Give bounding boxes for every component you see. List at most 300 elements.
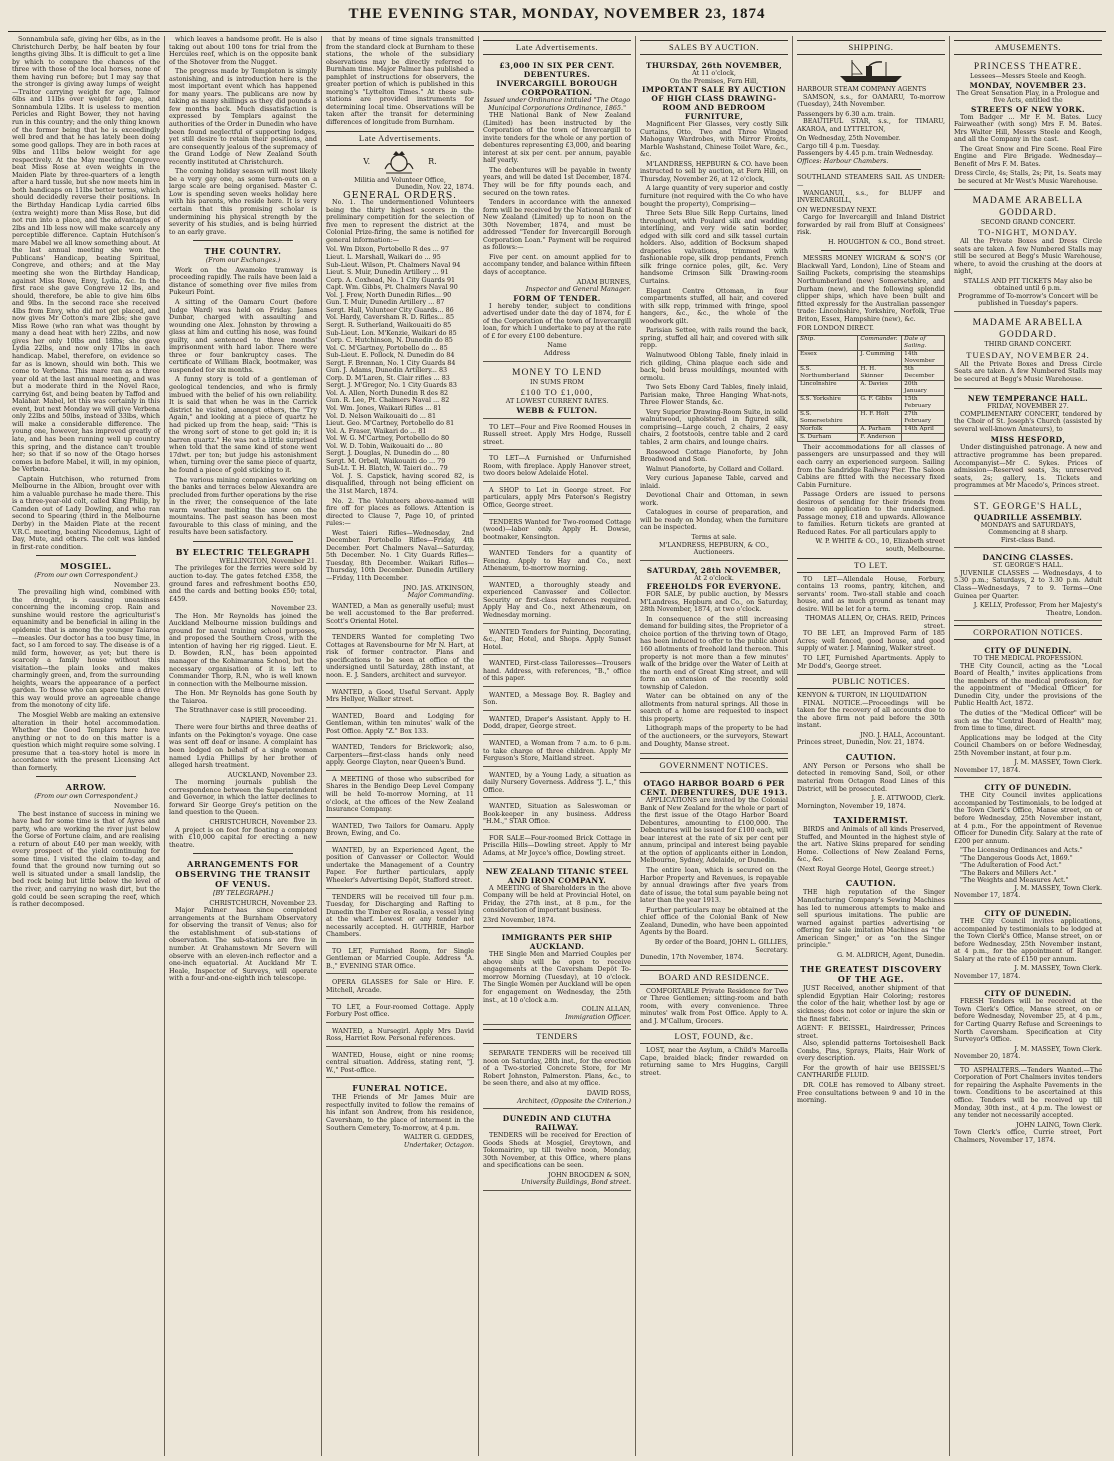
signature-role: Immigration Officer. xyxy=(565,1012,631,1021)
ad-prices: Dress Circle, 4s; Stalls, 2s; Pit, 1s. Seats may be secured at Mr West's Music Warehouse. xyxy=(954,169,1102,186)
acts-list xyxy=(954,847,1102,885)
ad-text: Walnut Pianoforte, by Collard and Collard. xyxy=(646,464,784,473)
ad-subtitle: Lessees—Messrs Steele and Keogh. xyxy=(970,72,1086,80)
ad-subtitle: Issued under Ordinance intituled "The Otago Municipal Corporations Ordinance, 1865." xyxy=(483,96,631,112)
score-row: Vol. Hardy, Caversham R. D. Rifles... 85 xyxy=(326,313,455,322)
table-cell xyxy=(902,433,945,441)
score-row: Lieut. Geo. M'Cartney, Portobello do 81 xyxy=(326,419,455,428)
score-row: Gun. J. Adams, Dunedin Artillery... 83 xyxy=(326,366,448,375)
temperance-hall-ad xyxy=(954,391,1102,495)
list-item: "The Bakers and Millers Act." xyxy=(960,868,1057,877)
ad-title: NEW ZEALAND TITANIC STEEL AND IRON COMPANY. xyxy=(485,866,629,885)
dateline: November 23. xyxy=(113,580,160,589)
classified-ads xyxy=(326,600,474,1079)
section-heading: THE GREATEST DISCOVERY OF THE AGE. xyxy=(800,964,942,985)
table-cell: Norfolk xyxy=(798,425,858,433)
score-row: Corp. C. Hutchinson, N. Dunedin do 85 xyxy=(326,336,453,345)
classified-ad: WANTED, by a Young Lady, a situation as daily Nursery Governess. Address "J. L.," this Office. xyxy=(483,769,631,799)
byline: (From our own Correspondent.) xyxy=(34,792,138,801)
notice-text: THE Friends of Mr James Muir are respectfully invited to follow the remains of his infant son Andrew, from his residence, Caversham, to the place of interment in the Southern Cemetery, To-morrow, at 4 p.m. xyxy=(326,1093,474,1132)
score-list xyxy=(326,246,474,472)
signature: J. KELLY, Professor, From her Majesty's Theatre, London. xyxy=(973,601,1102,617)
score-row: Vol. C. M'Gartney, Portobello do ... 85 xyxy=(326,343,448,352)
form-text: I hereby tender, subject to conditions advertised under date the day of 1874, for £ of the Corporation of the town of Invercargill loan, for which I undertake to pay at the rate of £ for every £100 debenture. xyxy=(483,301,631,340)
table-cell: Lincolnshire xyxy=(798,380,858,395)
ad-text: Offices: Harbour Chambers. xyxy=(797,156,889,165)
signature-role: Major Commanding. xyxy=(407,591,474,600)
article-text: The Hon. Mr Reynolds has joined the Auckland Melbourne mission buildings and ground for naval training school purposes, and proposed the Southern Cross, with the intention of having her rig rigged. Lieut. E. D. Bowden, R.N., has been appointed manager of the Kohimarama School, but the necessary organisation of it is left to Commander Thorp, R.N., who is well known in connection with the Melbourne mission. xyxy=(169,611,317,688)
classified-ad: WANTED Tenders for Painting, Decorating, &c., Bar, Hotel, and Shops. Apply Sunset Hotel. xyxy=(483,626,631,656)
article-text: The best instance of success in mining we have had for some time is that of Ayres and party, who are working the river just below the Gorse of Fortune claim, and are realising a return of about £40 per man weekly, with every prospect of the yield continuing for some time. I visited the claim to-day, and found that the ground now turning out so well is situated under a small landslip, the bed rock being but little below the level of the river, and carrying no wash dirt, but the gold could be seen scraping the reef, which is rather decomposed. xyxy=(12,809,160,909)
ad-terms: Terms at sale. xyxy=(691,532,737,541)
city-notice-tenders xyxy=(954,986,1102,1064)
score-row: Sergt. Hall, Volunteer City Guards... 86 xyxy=(326,305,454,314)
ad-text: ON WEDNESDAY NEXT. xyxy=(797,205,877,214)
divider xyxy=(821,169,921,170)
ad-text: Five per cent. on amount applied for to accompany tender, and balance within fifteen days of acceptance. xyxy=(483,252,631,277)
article-text: Major Palmer has since completed arrangements at the Burnham Observatory for observing the transit of Venus; also for the establishment of sub-stations of observation. The sub-stations are five in number. At Grahamstown Mr Severn will observe with an eleven-inch reflector and a one-inch equatorial. At Auckland Mr T. Heale, Inspector of Surveys, will operate with a four-and-one-eighth inch telescope. xyxy=(169,906,317,983)
form-field-name: Name xyxy=(547,341,567,350)
table-row xyxy=(798,395,945,410)
ad-subtitle: AT LOWEST CURRENT RATES. xyxy=(505,397,609,406)
ad-title: KENYON & TURTON, IN LIQUIDATION xyxy=(797,691,927,700)
city-notice-ranger xyxy=(954,906,1102,984)
signature: J. M. MASSEY, Town Clerk. xyxy=(1014,964,1102,973)
classified-ad: WANTED, Tenders for Brickwork; also, Carpenters—first-class hands only need apply. George Clayton, near Queen's Bund. xyxy=(326,741,474,771)
classified-ad: A SHOP to Let in George street. For particulars, apply Mrs Paterson's Registry Office, George street. xyxy=(483,484,631,514)
orders-heading: GENERAL ORDERS. xyxy=(343,189,457,201)
ad-title: CITY OF DUNEDIN. xyxy=(984,989,1072,999)
signature: JNO. JAS. ATKINSON, xyxy=(403,583,474,592)
ad-text: THE high reputation of the Singer Manufacturing Company's Sewing Machines has led to numerous attempts to make and sell spurious imitations. The public are warned against parties advertising or offering for sale imitation Machines as "the American Singer," or as "on the Singer principle." xyxy=(797,888,945,950)
ad-text: Elegant Centre Ottoman, in four compartments stuffed, all hair, and covered with silk repp, trimmed with fringe, spool hangers, &c., &c., the whole of the woodwork gilt. xyxy=(640,286,788,325)
ad-title: MADAME ARABELLA GODDARD. xyxy=(972,195,1084,218)
classified-ads xyxy=(483,421,631,862)
score-row: Sub-Lieut. Lon. M'Kenzie, Waikari do 85 xyxy=(326,328,457,337)
section-heading: CAUTION. xyxy=(845,751,897,762)
classified-ad: TENDERS Wanted for completing Two Cottages at Ravensbourne for Mr N. Hart, at risk of former contractor. Plans and specifications to be seen at office of the undersigned until Saturday, 28th instant, at noon. E. J. Sanders, architect and surveyor. xyxy=(326,631,474,683)
ad-title: PRINCESS THEATRE. xyxy=(973,62,1083,72)
ad-text: Very curious Japanese Table, carved and inlaid. xyxy=(640,474,788,490)
ad-title: SOUTHLAND STEAMERS SAIL AS UNDER:— xyxy=(797,173,945,190)
section-heading: ARROW. xyxy=(65,782,107,793)
ad-text: THE City Council, acting as the "Local Board of Health," invites applications from the members of the medical profession, for the appointment of "Medical Officer" for Dunedin City, under the provisions of the Public Health Act, 1872. xyxy=(954,661,1102,708)
table-cell: H. F. Holt xyxy=(858,410,902,425)
ad-text: SEPARATE TENDERS will be received till noon on Saturday, 28th inst., for the erection of a Two-storied Concrete Store, for Mr Robert Johnston, Palmerston. Plans, &c., to be seen there, and also at my office. xyxy=(483,1049,631,1088)
dateline: NAPIER, November 21. xyxy=(240,715,317,724)
ad-text: Their accommodations for all classes of passengers are unsurpassed and they will each carry an experienced surgeon. Sailing from the Sandridge Railway Pier. The Saloon Cabins are fitted with the necessary fixed Cabin Furniture. xyxy=(797,442,945,489)
ad-text: THE Single Men and Married Couples per above ship will be open to receive engagements at the Caversham Depôt To-morrow Morning (Tuesday), at 10 o'clock. The Single Women per Auckland will be open for engagement on Wednesday, the 25th inst., at 10 o'clock a.m. xyxy=(483,950,631,1004)
article-text: which leaves a handsome profit. He is also taking out about 100 tons for trial from the Hercules reef, which is on the opposite bank of the Shotover from the Nugget. xyxy=(169,36,317,66)
score-row: Corp. A. Coxhead, No. 1 City Guards 91 xyxy=(326,275,456,284)
table-cell: G. F. Gibbs xyxy=(858,395,902,410)
ad-subtitle: SECOND GRAND CONCERT. xyxy=(980,217,1076,226)
goddard-concert-ad xyxy=(954,192,1102,312)
ad-text: JUST Received, another shipment of that splendid Egyptian Hair Coloring; restores the color of the hair, whether lost by age or sickness; does not color or injure the skin or the finest fabric. xyxy=(797,984,945,1023)
section-heading: FUNERAL NOTICE. xyxy=(352,1083,448,1094)
ad-subtitle: THIRD GRAND CONCERT. xyxy=(984,340,1072,349)
signature: ADAM BURNES, xyxy=(576,277,631,286)
ad-text: The Great Snow and Fire Scene. Real Fire Engine and Fire Brigade. Wednesday—Benefit of Mrs F. M. Bates. xyxy=(954,144,1102,168)
classified-ad: TENDERS Wanted for Two-roomed Cottage (wood)—labor only. Apply H. Dowse, bootmaker, Kensington. xyxy=(483,516,631,546)
ad-date: Dunedin, 17th November, 1874. xyxy=(640,953,744,962)
table-header: Commander. xyxy=(858,335,902,350)
table-body xyxy=(798,350,945,441)
ad-title: FREEHOLDS FOR EVERYONE. xyxy=(646,582,782,592)
ad-text: FRESH Tenders will be received at the Town Clerk's Office, Manse street, on or before Wednesday, November 25, at 4 p.m., for Carting Quarry Refuse and Screenings to North Caversham. Specification at City Surveyor's Office. xyxy=(954,997,1102,1044)
signature: COLIN ALLAN, xyxy=(581,1005,631,1014)
score-row: Vol. Wm Dixon, Portobello R des ... 97 xyxy=(326,245,449,254)
signature: G. M. ALDRICH, Agent, Dunedin. xyxy=(836,950,945,959)
dateline: CHRISTCHURCH, November 23. xyxy=(209,898,317,907)
score-row: Gun. T. Muir, Dunedin Artillery ... 87 xyxy=(326,298,445,307)
ad-title: INVERCARGILL BOROUGH CORPORATION. xyxy=(496,79,618,97)
ad-title: MADAME ARABELLA GODDARD. xyxy=(972,318,1084,341)
byline: (From our Exchanges.) xyxy=(205,256,281,265)
ad-text: COMFORTABLE Private Residence for Two or Three Gentlemen; sitting-room and bath room, with every convenience. Three minutes' walk from Post Office. Apply to A. and J. M'Callum, Grocers. xyxy=(640,986,788,1025)
ad-text: BIRDS and Animals of all kinds Preserved, Stuffed, and Mounted in the highest style of the art. Native Skins prepared for sending Home. Collections of New Zealand Ferns, &c., &c. xyxy=(797,825,945,864)
ad-text: Catalogues in course of preparation, and will be ready on Monday, when the furniture can be inspected. xyxy=(640,508,788,532)
table-row xyxy=(798,425,945,433)
ad-text: A MEETING of Shareholders in the above Company will be held at Provincial Hotel, on Friday, the 27th inst., at 8 p.m., for the consideration of important business. xyxy=(483,883,631,915)
section-heading: TAXIDERMIST. xyxy=(833,815,909,826)
ad-amount: £100 TO £1,000, xyxy=(520,387,594,398)
signature: J. M. MASSEY, Town Clerk. xyxy=(1014,1044,1102,1053)
section-heading: CAUTION. xyxy=(845,878,897,889)
table-row xyxy=(798,410,945,425)
dateline: AUCKLAND, November 23. xyxy=(227,770,317,779)
ad-text: THE City Council invites applications, accompanied by testimonials to be lodged at the Town Clerk's Office, Manse street, on or before Wednesday, 25th November instant, at 4 p.m., for the appointment of Ranger. Salary at the rate of £150 per annum. xyxy=(954,917,1102,963)
table-row xyxy=(798,365,945,380)
score-row: Sergt. J. Douglas, N. Dunedin do ... 80 xyxy=(326,449,450,458)
signature: JOHN BROGDEN & SON, xyxy=(548,1170,631,1179)
signature: J. M. MASSEY, Town Clerk. xyxy=(1014,883,1102,892)
ad-text: Three Sets Blue Silk Repp Curtains, lined throughout, with Poulard silk and wadding interlining, and very wide satin border, edged with silk cord and silk tassel curtain holders. Also, addition of Bocksum shaped draperies valvations, trimmed with fashionable rope, silk drop pendants, French silk fringe cornice poles, gilt, &c. Very handsome Crimson Silk Drawing-room Curtains. xyxy=(640,209,788,286)
ad-address: (Next Royal George Hotel, George street.) xyxy=(797,864,935,873)
ad-date: MONDAY, NOVEMBER 23. xyxy=(969,80,1087,90)
classified-ad: TO LET, Furnished Room, for Single Gentleman or Married Couple. Address "A. B.," EVENING STAR Office. xyxy=(326,945,474,975)
ad-name: MISS HESFORD, xyxy=(990,435,1066,445)
article-text: The morning journals publish the correspondence between the Superintendent and Governor, in which the latter declines to forward Sir George Grey's petition on the land question to the Queen. xyxy=(169,778,317,817)
score-row: Sergt. J. M'Gregor, No. 1 City Guards 83 xyxy=(326,381,457,390)
ad-text: THE National Bank of New Zealand (Limited) has been instructed by the Corporation of the town of Invercargill to invite tenders for the whole or any portion of debentures representing £3,000, and bearing interest at six per cent. per annum, payable half yearly. xyxy=(483,111,631,165)
signature: JOHN LAING, Town Clerk. xyxy=(1016,1120,1102,1129)
article-text: Captain Hutchison, who returned from Melbourne in the Albion, brought over with him a valuable purchase he made there. This is a three-year-old colt, called King Philip, by Camden out of Lady Dowling, and who ran second to Spearing (third in the Melbourne Derby) in the Maiden Plate at the recent V.R.C. meeting, beating Nicodemus, Light of Day, Mute, and others. The colt was landed in first-rate condition. xyxy=(12,474,160,551)
ad-title: CITY OF DUNEDIN. xyxy=(984,646,1072,656)
section-heading: SALES BY AUCTION. xyxy=(640,40,788,55)
classified-ad: A MEETING of those who subscribed for Shares in the Bendigo Deep Level Company will be held To-morrow Morning, at 11 o'clock, at the offices of the New Zealand Insurance Company. xyxy=(326,773,474,818)
ad-text: All the Private Boxes and Dress Circle Seats are taken. A few Numbered Stalls may be secured at Begg's Music Warehouse. xyxy=(954,359,1102,383)
divider xyxy=(193,541,293,542)
classified-ad: WANTED, a Message Boy. R. Bagley and Son. xyxy=(483,689,631,711)
orders-text: No. 1. The undermentioned Volunteers being the thirty highest scorers in the preliminary competition for the selection of five men to represent the district at the Colonial Prize-firing, the same is notified for general information:— xyxy=(326,198,474,244)
ad-title: HARBOUR STEAM COMPANY AGENTS xyxy=(797,85,927,93)
section-heading: AMUSEMENTS. xyxy=(954,40,1102,55)
column-7 xyxy=(950,36,1106,1456)
score-row: Lieut. L. Marshall, Waikari do ... 95 xyxy=(326,253,441,262)
section-heading: SHIPPING. xyxy=(797,40,945,55)
crest-letter: V. xyxy=(363,156,371,166)
ad-title: OTAGO HARBOR BOARD 6 PER CENT. DEBENTURES, DUE 1913. xyxy=(640,779,788,798)
ad-date: MONDAYS and SATURDAYS, xyxy=(980,520,1076,529)
divider xyxy=(821,250,921,251)
ad-text: TO LET—Allendale House, Forbury, contains 13 rooms, pantry, kitchen, and servants' room. Two-stall stable and coach house, and as much ground as tenant may desire. Will be let for a term. xyxy=(797,574,945,613)
ad-text: Water can be obtained on any of the allotments from natural springs. All those in search of a home are requested to inspect this property. xyxy=(640,692,788,723)
list-item: "The Adulteration of Food Act." xyxy=(960,861,1062,870)
ad-text: TO ASPHALTERS.—Tenders Wanted.—The Corporation of Port Chalmers invites tenders for repairing the Asphalte Pavements in the town. Conditions to be ascertained at this office. Tenders will be received up till Monday, 30th inst., at 4 p.m. The lowest or any tender not necessarily accepted. xyxy=(954,1065,1102,1120)
ad-text: STALLS AND PIT TICKETS May also be obtained until 6 p.m. xyxy=(963,276,1093,293)
money-ad xyxy=(483,364,631,419)
signature: J. M. MASSEY, Town Clerk. xyxy=(1014,758,1102,767)
signature: JNO. J. HALL, Accountant. xyxy=(860,730,945,739)
debenture-ad xyxy=(483,58,631,362)
table-header: Ship. xyxy=(798,335,858,350)
railway-ad xyxy=(483,1111,631,1191)
score-row: Gun. R. Lee, Pt. Chalmers Naval ... 82 xyxy=(326,396,450,405)
section-heading: Late Advertisements. xyxy=(483,40,631,55)
crest-letter: R. xyxy=(428,156,437,166)
score-row: Vol. W. D. Tobin, Waikouaiti do ... 80 xyxy=(326,441,443,450)
form-field-address: Address xyxy=(543,348,571,357)
tenders-ad xyxy=(483,1047,631,1109)
ad-date: 23rd November, 1874. xyxy=(483,915,556,924)
ad-text: A large quantity of very superior and costly furniture (not required with the Co who have bought the property), Comprising— xyxy=(640,184,788,208)
ad-title: DANCING CLASSES. xyxy=(982,553,1074,563)
section-heading: TENDERS xyxy=(483,1029,631,1044)
signature: J. E. ATTWOOD, Clerk. xyxy=(871,794,945,803)
ad-date: November 17, 1874. xyxy=(954,971,1021,980)
ad-text: The entire loan, which is secured on the Harbor Property and Revenues, is repayable by annual drawings after five years from date of issue, the total sum payable being not later than the year 1913. xyxy=(640,866,788,905)
ad-date: Princes street, Dunedin, Nov. 21, 1874. xyxy=(797,738,925,747)
signature-role: Undertaker, Octagon. xyxy=(403,1140,474,1149)
section-heading: TO LET. xyxy=(797,558,945,573)
auction-ad xyxy=(640,58,788,561)
signature: By order of the Board, JOHN L. GILLIES, Secretary. xyxy=(654,937,788,954)
article-text: Sonnambula safe, giving her 6lbs, as in the Christchurch Derby, be half beaten by four lengths giving 3lbs. It is difficult to get a line by which to compare the chances of the three with those of the local horses, none of them having run before; but I may say that the stronger is giving away lumps of weight—Traitor carrying weight for age, Talmor 6lbs and 11lbs over weight for age, and Sonnambula 12lbs. It is useless to mention Pericles and Right Bower, they not having run in this country; and the only thing known of the former being that he is exceedingly well bred and that he has lately been doing some good gallops. They are in both races at 9lbs and 11lbs below weight for age respectively. At the May meeting Congreve beat Miss Rose at even weights in the Maiden Plate by three-quarters of a length after a hard tussle, but she now meets him in both handicaps on 11lbs better terms, which should decidedly reverse their positions. In the Birthday Handicap Lydia carried 6lbs (extra weight) more than Miss Rose, but did not run into a place, and the advantages of 2lbs and 1lb less now will make scarcely any perceptible difference. Captain Hutchison's mare Mabel we all know something about. At the last annual meeting she won the Publicans' Handicap, beating Spiritual, Congreve, and others; and at the May meeting she won the Birthday Handicap, against Miss Rowe, Envy, Lydia, &c. In the first race she gave Congreve 12 lbs, and should, therefore, be able to give him 6lbs and 9lbs. In the second race she received 4lbs from Envy, who did not get placed, and now gives Mr Cotton's mare 2lbs; she gave Miss Rowe (who ran what was thought by many a dead heat with her) 22lbs, and now gives her only 10lbs and 18lbs; she gave Lydia 22lbs, and now only 17lbs in each handicap. Mabel, therefore, on evidence so far as is known, should win both. This we come to Verbena. This mare ran as a three year old at the last annual meeting, and was but a moderate third in the Novel Race, carrying 6st, and being beaten by Taffod and Malahar. Mabel, let this was certainly in this event, but next Monday we will give Verbena only 22lbs and 50lbs, instead of 33lbs, which will make a considerable difference. The young one, however, has improved greatly of late, and has been running well up country this spring, and the distance can't trouble her; so that if so now of the Otago horses comes in before Mabel, it will, in my opinion, be Verbena. xyxy=(12,36,160,474)
form-heading: FORM OF TENDER. xyxy=(513,293,601,303)
article-text: A funny story is told of a gentleman of geological tendencies, and who is firmly imbued with the belief of his own reliability. It is said that when he was in the Carrick district he visited, amongst others, the "Try Again," and looking at a piece of quartz he had picked up from the heap, said: "This is the wrong sort of stone to get gold in; it is barren quartz." He was not a little surprised when told that the same kind of stone went 17dwt. per ton; but judge his astonishment when, turning over the same piece of quartz, he found a piece of gold sticking to it. xyxy=(169,375,317,474)
score-row: Corp. D. M'Laren, St. Clair rifles ... 83 xyxy=(326,373,450,382)
ad-time: At 11 o'clock, xyxy=(692,69,736,77)
table-cell: 5th December xyxy=(902,365,945,380)
article-text: The coming holiday season will most likely be a very gay one, as some turn-outs on a large scale are being organised. Master C. Low is spending seven weeks holiday here with his parents, who reside here. It is very certain that this promising scholar is undermining his physical strength by the severity of his studies, and is being hurried to an early grave. xyxy=(169,167,317,236)
column-6 xyxy=(793,36,950,1456)
divider xyxy=(36,555,136,556)
ad-date: November 17, 1874. xyxy=(954,765,1021,774)
ad-title: CITY OF DUNEDIN. xyxy=(984,783,1072,793)
classified-ad: WANTED, a Nursegirl. Apply Mrs David Ross, Harriet Row. Personal references. xyxy=(326,1025,474,1047)
table-row xyxy=(798,380,945,395)
ad-text: Rosewood Cottage Pianoforte, by John Broadwood and Son. xyxy=(640,447,788,464)
score-row: Sergt. R. Sutherland, Waikouaiti do 85 xyxy=(326,320,452,329)
ad-text: APPLICATIONS are invited by the Colonial Bank of New Zealand for the whole or part of the first issue of the Otago Harbor Board Debentures, amounting to £100,000. The Debentures will be issued for £100 each, will bear interest at the rate of six per cent per annum, principal and interest being payable at the option of applicants either in London, Melbourne, Sydney, Adelaide, or Dunedin. xyxy=(640,796,788,865)
ad-date: FRIDAY, NOVEMBER 27. xyxy=(987,402,1069,411)
ad-text: Very Superior Drawing-Room Suite, in solid walnutwood, upholstered in figured silk, comprising—Large couch, 2 chairs, 2 easy chairs, 2 footstools, centre table and 2 card tables, 2 arm chairs, and lounge chairs. xyxy=(640,407,788,446)
office-name: Militia and Volunteer Office, xyxy=(354,175,446,184)
table-row xyxy=(798,350,945,365)
list-item: "The Weights and Measures Act." xyxy=(960,876,1069,885)
orders-text: No. 2. The Volunteers above-named will fire off for places as follows. Attention is directed to Clause 7, Page 10, of printed rules:— xyxy=(326,496,474,528)
score-row: Sergt. F. Brennan, No. 1 City Guards 84 xyxy=(326,358,456,367)
article-text: The Mosgiel Webb are making an extensive alteration in their hotel accommodation. Whether the Good Templars here have anything or not to do on this matter is a question which might require some solving. I presume that a tea-story hotel is more in accordance with the present Licensing Act than formerly. xyxy=(12,711,160,772)
ad-date: Town Clerk's office, Currie street, Port Chalmers, November 17, 1874. xyxy=(954,1128,1102,1144)
table-header-row xyxy=(798,335,945,350)
article-text: The progress made by Templeton is simply astonishing, and is introduction here is the most important event which has happened for many years. The publicans are now by taking as many shillings as they did pounds a few months back. Much dissatisfaction is expressed by Templars against the authorities of the Order in Dunedin who have been found neglectful of supporting lodges, yet still desire to retain their positions, and are consequently jealous of the supremacy of the Grand Lodge of New Zealand South recently instituted at Christchurch. xyxy=(169,67,317,166)
ad-text: THE City Council invites applications accompanied by Testimonials, to be lodged at the Town Clerk's Office, Manse street, on or before Wednesday, 25th November instant, at 4 p.m., For the appointment of Revenue Officer for Dunedin City. Salary at the rate of £200 per annum. xyxy=(954,791,1102,845)
dateline: CHRISTCHURCH, November 23. xyxy=(209,817,317,826)
ad-title: CITY OF DUNEDIN. xyxy=(984,909,1072,919)
ad-text: Passengers by 4.45 p.m. train Wednesday. xyxy=(797,149,934,158)
crest-icon xyxy=(382,149,416,175)
dancing-classes-ad xyxy=(954,550,1102,621)
ad-text: The debentures will be payable in twenty years, and will be dated 1st December, 1874. They will be for fifty pounds each, and secured on the town rates. xyxy=(483,165,631,197)
article-text: There were four births and three deaths of infants on the Pekington's voyage. One case was sent off deaf or insane. A complaint has been lodged on behalf of a single woman named Lydia Phillips by her brother of alleged harsh treatment. xyxy=(169,723,317,770)
section-heading: GOVERNMENT NOTICES. xyxy=(640,758,788,773)
ad-title: IMMIGRANTS PER SHIP AUCKLAND. xyxy=(501,933,613,952)
ad-agent: AGENT: F. BEISSEL, Hairdresser, Princes street. xyxy=(797,1024,945,1040)
ad-date: SATURDAY, 28th NOVEMBER, xyxy=(646,565,782,575)
ad-text: Under distinguished patronage. A new and attractive programme has been prepared. Accompanyist—Mr C. Sykes. Prices of admission—Reserved seats, 3s; unreserved seats, 2s; gallery, 1s. Tickets and programmes at Mr Macedo's, Princes street. xyxy=(954,443,1102,490)
ad-title: £3,000 IN SIX PER CENT. DEBENTURES. xyxy=(499,61,615,79)
table-cell: 20th January xyxy=(902,380,945,395)
article-text: A sitting of the Oamaru Court (before Judge Ward) was held on Friday. James Dunbar, charged with assaulting and wounding one Alex. Johnston by throwing a glass at him and cutting his nose, was found guilty, and sentenced to three months' imprisonment with hard labor. There were three or four bankruptcy cases. The certificate of William Black, bootmaker, was suspended for six months. xyxy=(169,297,317,374)
table-cell: 15th February xyxy=(902,395,945,410)
ad-text: Lithograph maps of the property to be had of the auctioneers, or the surveyors, Stewart and Doughty, Manse street. xyxy=(640,724,788,748)
table-cell: 27th February xyxy=(902,410,945,425)
ad-subtitle: ST. GEORGE'S HALL. xyxy=(992,561,1064,570)
ad-date: November 17, 1874. xyxy=(954,891,1021,900)
table-cell: 14th April xyxy=(902,425,945,433)
st-georges-hall-ad xyxy=(954,498,1102,549)
ad-text: COMPLIMENTARY CONCERT, tendered by the Choir of St. Joseph's Church (assisted by several well-known Amateurs), to xyxy=(954,409,1102,433)
ad-title: DUNEDIN AND CLUTHA RAILWAY. xyxy=(502,1114,612,1133)
table-cell: S. Durham xyxy=(798,433,858,441)
score-row: Vol. A. Fraser, Waikari do ... 81 xyxy=(326,426,427,435)
ad-text: BEAUTIFUL STAR, s.s., for TIMARU, AKAROA, and LYTTELTON, xyxy=(797,117,945,133)
section-heading: BY ELECTRIC TELEGRAPH xyxy=(175,546,311,557)
score-row: Vol. W. G. M'Cartney, Portobello do 80 xyxy=(326,434,450,443)
score-row: Vol. Wm. Jones, Waikari Rifles ... 81 xyxy=(326,403,442,412)
harbor-ad xyxy=(640,776,788,965)
city-notice-revenue xyxy=(954,780,1102,904)
ad-text: M'LANDRESS, HEPBURN & CO. have been instructed to sell by auction, at Fern Hill, on Thursday, November 26, at 12 o'clock, xyxy=(640,159,788,183)
table-cell: Essex xyxy=(798,350,858,365)
ad-text: SAMSON, s.s., for OAMARU, To-morrow (Tuesday), 24th November. xyxy=(797,92,945,109)
ad-date: November 20, 1874. xyxy=(954,1052,1021,1061)
ad-subtitle: TO THE MEDICAL PROFESSION. xyxy=(973,654,1083,663)
ad-text: Cargo till 4 p.m. Tuesday. xyxy=(797,141,880,150)
ad-text: TO BE LET, an Improved Farm of 185 Acres; well fenced, good house, and good supply of water. J. Manning, Walker street. xyxy=(797,629,945,653)
immigrants-ad xyxy=(483,930,631,1025)
score-row: Lieut. S. Muir, Dunedin Artillery ... 91 xyxy=(326,268,449,277)
ad-text: Passage Orders are issued to persons desirous of sending for their friends from home on application to the undersigned. Passage money, £18 and upwards. Allowance to families. Return tickets are granted at Reduced Rates. For all particulars apply to xyxy=(797,490,945,536)
princess-theatre-ad xyxy=(954,58,1102,190)
classified-ad: WANTED Tenders for a quantity of Fencing. Apply to Hay and Co., next Athenæum, to-morrow morning. xyxy=(483,547,631,577)
section-heading: Late Advertisements. xyxy=(326,131,474,146)
ad-text: LOST, near the Asylum, a Child's Marcella Cape, braided black; finder rewarded on returning same to Mrs Huggins, Cargill street. xyxy=(640,1046,788,1077)
ad-text: Applications may be lodged at the City Council Chambers on or before Wednesday, 25th November instant, at four p.m. xyxy=(954,733,1102,757)
table-cell: F. Anderson xyxy=(858,433,902,441)
ad-time: At 2 o'clock. xyxy=(694,573,734,582)
table-header: Date of Sailing. xyxy=(902,335,945,350)
ad-text: TENDERS will be received for Erection of Goods Sheds at Mosgiel, Greytown, and Tokomairiro, up till twelve noon, Monday, 30th November, at this Office, where plans and specifications can be seen. xyxy=(483,1131,631,1170)
ad-text: WANGANUI, s.s., for BLUFF and INVERCARGILL, xyxy=(797,188,945,205)
ad-text: FOR SALE, by public auction, by Messrs M'Landress, Hepburn and Co., on Saturday, 28th November, 1874, at two o'clock. xyxy=(640,590,788,614)
signature: W. P. WHITE & CO., 10, Elizabeth street south, Melbourne. xyxy=(815,537,945,553)
score-row: Sub-Lieut. E. Pollock, N. Dunedin do 84 xyxy=(326,351,455,360)
signature-role: Inspector and General Manager. xyxy=(525,285,631,294)
classified-ad: WANTED, Board and Lodging for Gentleman, within ten minutes' walk of the Post Office. Apply "Z." Box 133. xyxy=(326,710,474,740)
section-heading: CORPORATION NOTICES. xyxy=(954,625,1102,640)
ad-text: For the growth of hair use BEISSEL'S CANTHARIDE FLUID. xyxy=(797,1063,945,1080)
ad-place: On the Premises, Fern Hill, xyxy=(669,76,759,85)
orders-text: Vol. J. S. Capstick, having scored 82, is disqualified, through not being efficient on the 31st March, 1874. xyxy=(326,471,474,495)
score-row: Vol. D. Nelson Waikouaiti do ... 81 xyxy=(326,411,437,420)
score-row: Capt. Wm. Gibbs, Pt. Chalmers Naval 90 xyxy=(326,283,458,292)
ad-title: MONEY TO LEND xyxy=(512,367,602,378)
article-text: A project is on foot for floating a company with £10,000 capital for erecting a new theatre. xyxy=(169,825,317,849)
classified-ad: FOR SALE—Four-roomed Brick Cottage in Priscilla Hills—Dowling street. Apply to Mr Adams, at Mr Joyce's office, Dowling street. xyxy=(483,832,631,862)
ad-text: Two Sets Ebony Card Tables, finely inlaid, Parisian make, Three Hanging What-nots, Three Flower Stands, &c. xyxy=(640,383,788,407)
ad-text: Also, splendid patterns Tortoiseshell Back Combs, Pins, Sprays, Plaits, Hair Work of every description. xyxy=(797,1039,945,1063)
ad-text: Magnificent Pier Glasses, very costly Silk Curtains, Otto, Two and Three Winged Mahogany Wardrobes, with Mirror Fronts, Marble Washstand, Chinese Toilet Ware, &c., &c. xyxy=(640,120,788,159)
table-cell: A. Parham xyxy=(858,425,902,433)
score-row: Vol. A. Allen, North Dunedin R des 82 xyxy=(326,388,449,397)
goddard-concert-ad-2 xyxy=(954,314,1102,389)
dateline: November 16. xyxy=(113,801,160,810)
ad-subtitle: QUADRILLE ASSEMBLY. xyxy=(973,512,1083,522)
royal-crest xyxy=(326,149,474,175)
section-heading: THE COUNTRY. xyxy=(204,246,282,257)
classified-ad: WANTED, Two Tailors for Oamaru. Apply Brown, Ewing, and Co. xyxy=(326,820,474,842)
dateline: November 23. xyxy=(270,604,317,613)
table-cell: 14th November xyxy=(902,350,945,365)
ad-text: In consequence of the still increasing demand for building sites, the Proprietor of a choice portion of the thriving town of Otago, has been induced to offer to the public about 160 allotments of freehold land thereon. This property is not more than a few minutes' walk of the bridge over the Water of Leith at the north end of Great King street, and will form an extension of the recently sold township of Caledon. xyxy=(640,614,788,691)
ad-firm: WEBB & FULTON. xyxy=(516,405,598,415)
newspaper-title: THE EVENING STAR, MONDAY, NOVEMBER 23, 1874 xyxy=(348,6,766,22)
ad-text: The duties of the "Medical Officer" will be such as the "Central Board of Health" may, from time to time, direct. xyxy=(954,708,1102,733)
classified-ad: OPERA GLASSES for Sale or Hire. F. Mitchell, Arcade. xyxy=(326,976,474,998)
ad-text: The Great Sensation Play, in a Prologue and five Acts, entitled the xyxy=(956,88,1100,105)
dateline: Dunedin, Nov. 22, 1874. xyxy=(395,183,474,192)
classified-ad: TO LET—Four and Five Roomed Houses in Russell street. Apply Mrs Hodge, Russell street. xyxy=(483,421,631,451)
column-1 xyxy=(8,36,165,1456)
ad-date: TO-NIGHT, MONDAY. xyxy=(978,227,1078,238)
ad-play: STREETS OF NEW YORK. xyxy=(970,104,1086,114)
table-row xyxy=(798,433,945,441)
ad-date: Mornington, November 19, 1874. xyxy=(797,801,906,810)
ad-text: FINAL NOTICE.—Proceedings will be taken for the recovery of all accounts due to the above firm not paid before the 30th instant. xyxy=(797,698,945,730)
ad-text: DR. COLE has removed to Albany street. Free consultations between 9 and 10 in the morning. xyxy=(797,1080,945,1105)
list-item: "The Licensing Ordinances and Acts." xyxy=(960,846,1083,855)
classified-ad: TENDERS will be received till four p.m. Tuesday, for Discharging and Rafting to Dunedin the Timber ex Rosalia, a vessel lying at the wharf. Lowest or any tender not necessarily accepted. H. GUTHRIE, Harbor Chambers. xyxy=(326,891,474,943)
section-heading: PUBLIC NOTICES. xyxy=(797,674,945,689)
dateline: WELLINGTON, November 21. xyxy=(219,556,317,565)
column-2 xyxy=(165,36,322,1456)
ad-text: Parisian Settee, with rails round the back, spring, stuffed all hair, and covered with silk repp. xyxy=(640,326,788,350)
divider xyxy=(193,240,293,241)
article-text: The prevailing high wind, combined with the drought, is causing uneasiness concerning the incoming crop. Rain and sunshine would restore the agriculturist's equanimity and be beneficial in ailing in the epidemic that is among the younger Taiaroa—measles. Our doctor has a too busy time, in fact, so I am forced to say. The disease is of a mild form, however, as yet; but there is scarcely a family house without this visitation—the plain looks and makes charmingly green, and, from the surrounding heights, wears the appearance of a perfect garden. To those who can spare time a drive this way would prove an agreeable change from the monotony of city life. xyxy=(12,588,160,710)
section-heading: LOST, FOUND, &c. xyxy=(640,1029,788,1044)
classified-ad: WANTED, a Man as generally useful; must be well accustomed to the Bar preferred. Scott's Oriental Hotel. xyxy=(326,600,474,630)
ad-date: TUESDAY, NOVEMBER 24. xyxy=(966,349,1090,360)
ad-title: NEW TEMPERANCE HALL. xyxy=(967,394,1089,404)
classified-ad: WANTED, House, eight or nine rooms; central situation. Address, stating rent, "J. W.," Post-office. xyxy=(326,1049,474,1079)
score-row: Sub-Lieut. Wilson, Pt. Chalmers Naval 94 xyxy=(326,260,461,269)
classified-ad: WANTED, a Woman from 7 a.m. to 6 p.m. to take charge of three children. Apply Mr Ferguson's Store, Maitland street. xyxy=(483,737,631,767)
ad-text: ANY Person or Persons who shall be detected in removing Sand, Soil, or other material from Octagon Road Lines of this District, will be prosecuted. xyxy=(797,761,945,793)
section-heading: BOARD AND RESIDENCE. xyxy=(640,970,788,985)
